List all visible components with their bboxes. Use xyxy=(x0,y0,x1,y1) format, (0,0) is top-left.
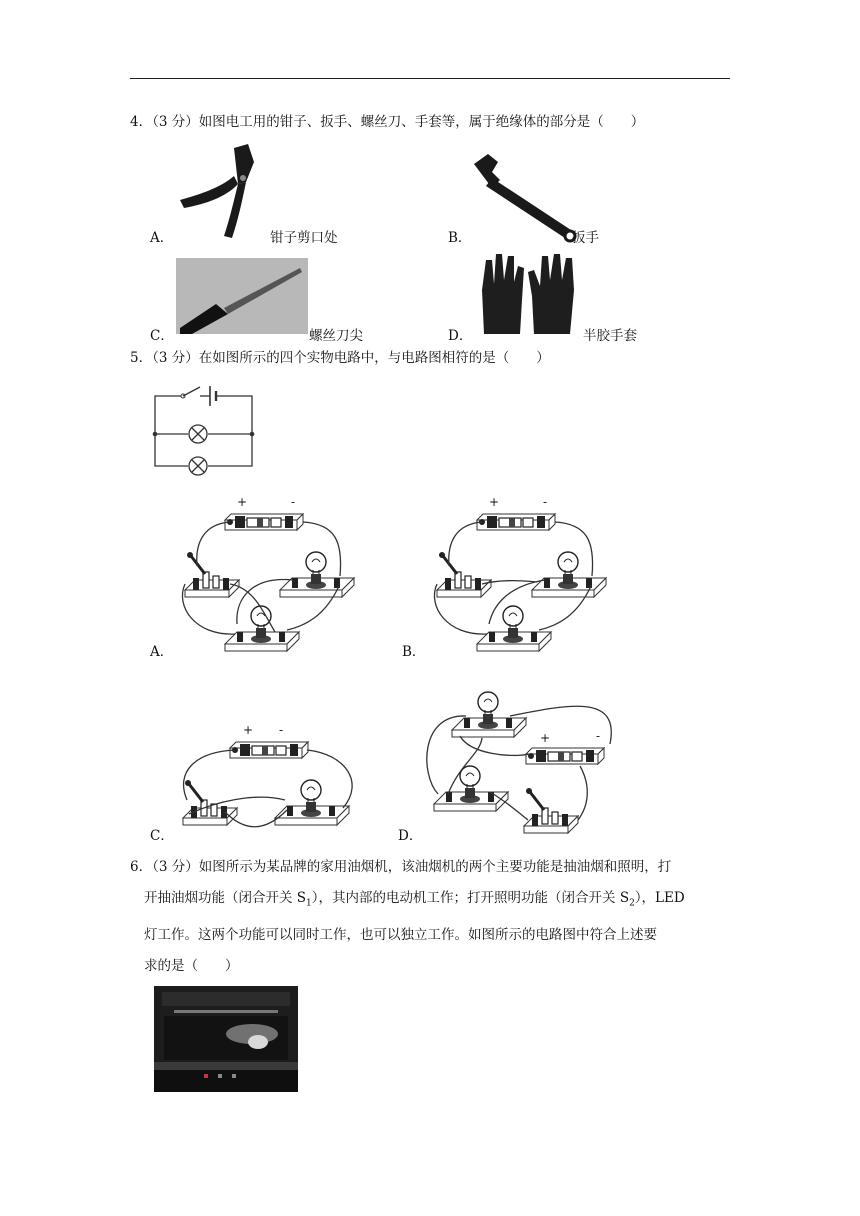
wrench-image xyxy=(470,152,580,242)
q4-option-b-letter[interactable]: B． xyxy=(448,230,472,246)
q4-option-d-letter[interactable]: D． xyxy=(448,328,473,344)
q4-option-b-text: 扳手 xyxy=(572,230,599,246)
q5-option-b-letter[interactable]: B． xyxy=(402,644,426,660)
q4-option-a-text: 钳子剪口处 xyxy=(270,230,338,246)
circuit-diagram xyxy=(150,384,258,472)
battery-minus-label: - xyxy=(279,723,284,737)
circuit-option-b[interactable] xyxy=(427,496,627,656)
gloves-image xyxy=(478,250,580,336)
pliers-image xyxy=(176,142,276,240)
top-rule xyxy=(130,78,730,79)
q4-stem: 4．（3 分）如图电工用的钳子、扳手、螺丝刀、手套等，属于绝缘体的部分是（ ） xyxy=(130,114,645,130)
q4-option-a-letter[interactable]: A． xyxy=(150,230,174,246)
battery-plus-label: + xyxy=(489,495,500,509)
circuit-option-c[interactable] xyxy=(175,722,375,842)
q5-option-a-letter[interactable]: A． xyxy=(150,644,174,660)
circuit-option-d[interactable] xyxy=(420,674,620,840)
q6-line-3: 灯工作。这两个功能可以同时工作，也可以独立工作。如图所示的电路图中符合上述要 xyxy=(144,926,657,943)
battery-minus-label: - xyxy=(596,729,601,743)
q6-line-2: 开抽油烟功能（闭合开关 $S_1$），其内部的电动机工作；打开照明功能（闭合开关 $S_2$），LED xyxy=(144,890,685,909)
battery-plus-label: + xyxy=(540,731,551,745)
q4-option-c-letter[interactable]: C． xyxy=(150,328,174,344)
q4-option-d-text: 半胶手套 xyxy=(583,328,637,344)
battery-minus-label: - xyxy=(543,495,548,509)
q5-stem: 5．（3 分）在如图所示的四个实物电路中，与电路图相符的是（ ） xyxy=(130,350,550,366)
battery-plus-label: + xyxy=(243,723,254,737)
q6-line-4: 求的是（ ） xyxy=(144,957,239,974)
battery-minus-label: - xyxy=(291,495,296,509)
q5-option-c-letter[interactable]: C． xyxy=(150,828,174,844)
q5-option-d-letter[interactable]: D． xyxy=(398,828,423,844)
q6-stem xyxy=(130,852,735,982)
range-hood-photo xyxy=(154,986,298,1092)
screwdriver-image xyxy=(176,258,308,334)
circuit-option-a[interactable] xyxy=(175,496,375,656)
q4-option-c-text: 螺丝刀尖 xyxy=(309,328,363,344)
q6-line-1: 6．（3 分）如图所示为某品牌的家用油烟机，该油烟机的两个主要功能是抽油烟和照明，打 xyxy=(130,859,672,875)
battery-plus-label: + xyxy=(237,495,248,509)
